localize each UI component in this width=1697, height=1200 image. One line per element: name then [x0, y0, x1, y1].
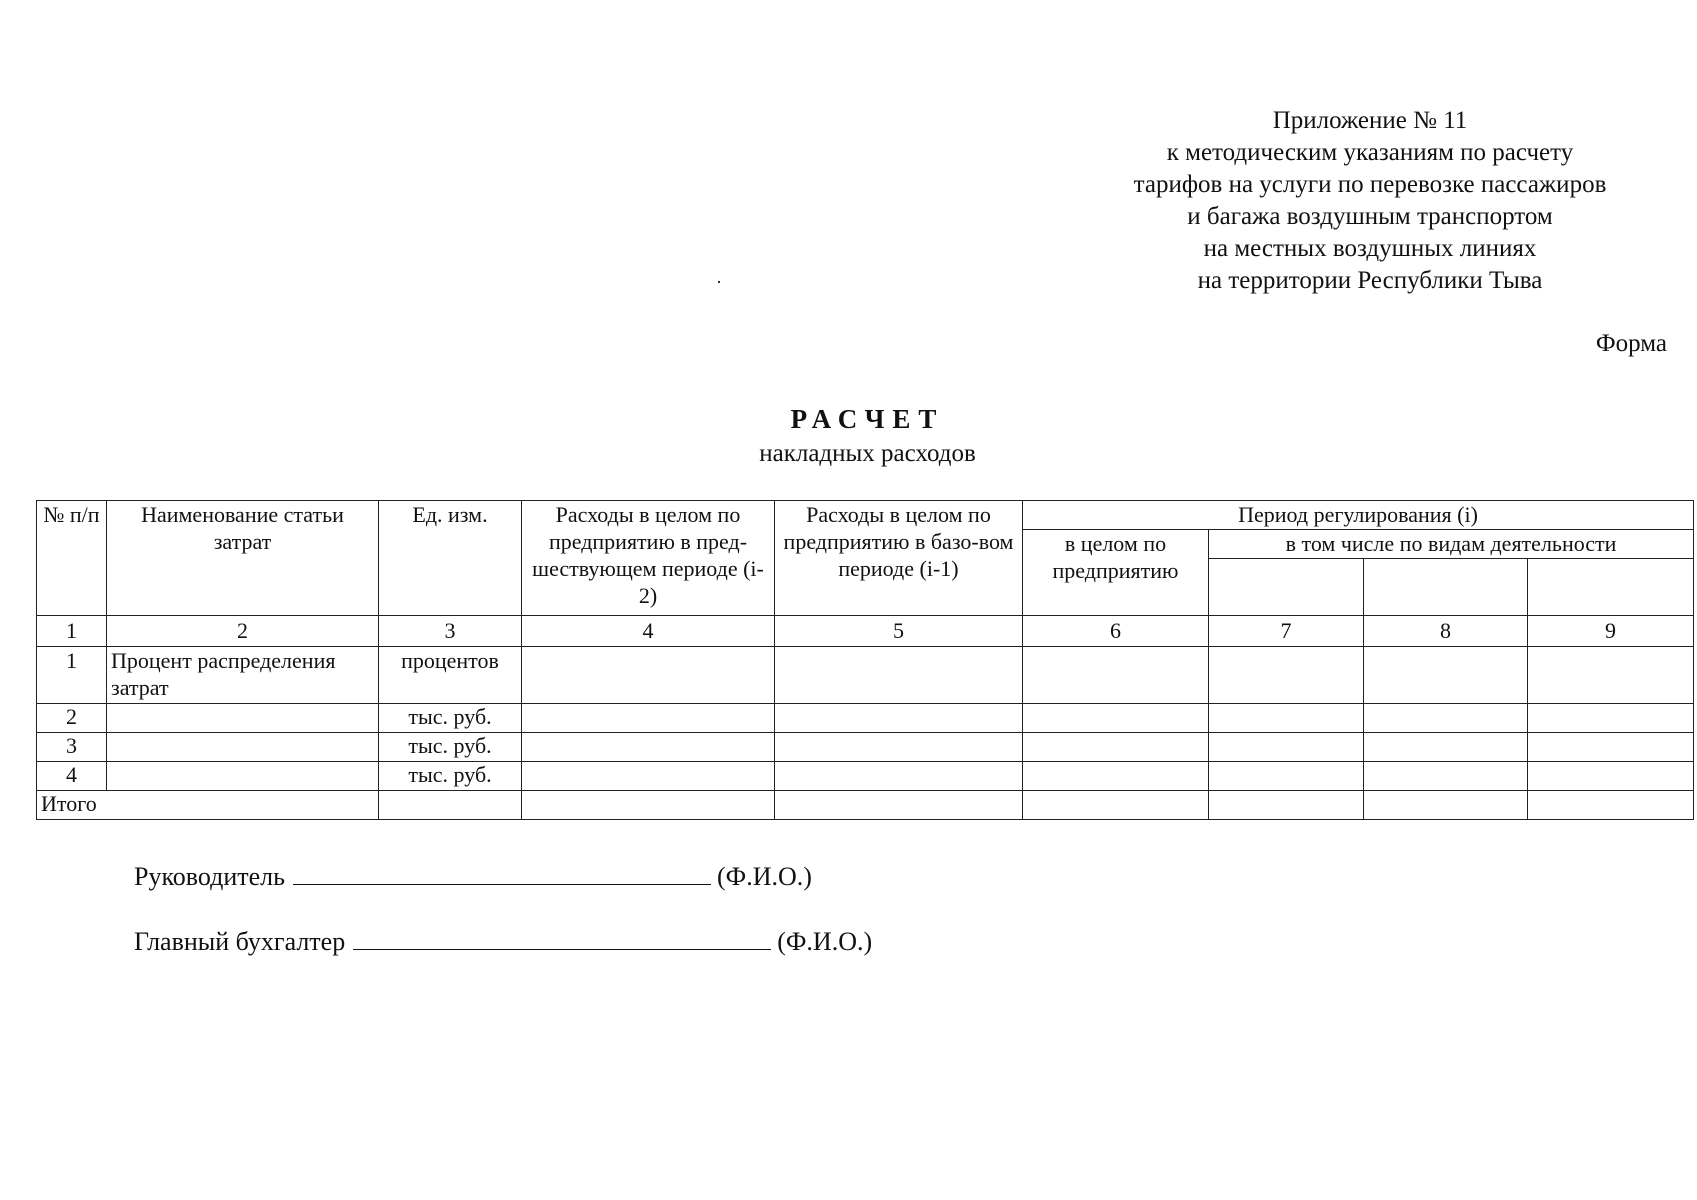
form-label: Форма: [1595, 330, 1667, 357]
column-number: 6: [1023, 616, 1209, 647]
header-unit: Ед. изм.: [379, 501, 522, 616]
appendix-line: Приложение № 11: [1272, 107, 1468, 134]
appendix-line: тарифов на услуги по перевозке пассажиров: [1133, 171, 1607, 198]
row-cell: [775, 762, 1023, 791]
row-cell: [522, 762, 775, 791]
header-num: № п/п: [37, 501, 107, 616]
accountant-signature-label: Главный бухгалтер: [134, 927, 346, 956]
column-number-row: [37, 616, 1694, 647]
appendix-line: на территории Республики Тыва: [1197, 267, 1543, 294]
header-activity-cell: [1364, 559, 1528, 616]
row-name: [107, 733, 379, 762]
row-cell: [1528, 647, 1694, 704]
row-cell: [522, 733, 775, 762]
header-total-enterprise: в целом по предприятию: [1023, 530, 1209, 616]
row-cell: [522, 647, 775, 704]
row-cell: [1023, 733, 1209, 762]
row-name: [107, 762, 379, 791]
table-row: [37, 704, 1694, 733]
head-signature-line: [293, 860, 711, 885]
row-cell: [1364, 733, 1528, 762]
column-number: 5: [775, 616, 1023, 647]
accountant-signature-suffix: (Ф.И.О.): [777, 927, 873, 956]
row-cell: [1209, 704, 1364, 733]
header-activity-cell: [1528, 559, 1694, 616]
row-cell: [775, 733, 1023, 762]
row-cell: [1528, 762, 1694, 791]
row-num: 1: [37, 647, 107, 704]
row-cell: [522, 704, 775, 733]
appendix-header: [1080, 105, 1660, 297]
head-signature-label: Руководитель: [134, 862, 285, 891]
accountant-signature-line: [353, 925, 771, 950]
header-base-period: Расходы в целом по предприятию в базо-вом периоде (i-1): [775, 501, 1023, 616]
header-prev-period: Расходы в целом по предприятию в пред-шествующем периоде (i-2): [522, 501, 775, 616]
header-name: Наименование статьи затрат: [107, 501, 379, 616]
appendix-line: и багажа воздушным транспортом: [1187, 203, 1553, 230]
row-cell: [1023, 647, 1209, 704]
row-cell: [1023, 791, 1209, 820]
row-unit: тыс. руб.: [379, 733, 522, 762]
document-title: РАСЧЕТ: [790, 404, 945, 434]
column-number: 9: [1528, 616, 1694, 647]
row-cell: [1209, 762, 1364, 791]
row-name: Процент распределения затрат: [107, 647, 379, 704]
table-row: [37, 762, 1694, 791]
row-cell: [1364, 791, 1528, 820]
row-cell: [1528, 704, 1694, 733]
column-number: 3: [379, 616, 522, 647]
row-cell: [1023, 762, 1209, 791]
row-cell: [379, 791, 522, 820]
row-cell: [1209, 647, 1364, 704]
table-total-row: [37, 791, 1694, 820]
row-unit: тыс. руб.: [379, 704, 522, 733]
table-row: [37, 647, 1694, 704]
column-number: 7: [1209, 616, 1364, 647]
appendix-line: к методическим указаниям по расчету: [1166, 139, 1574, 166]
row-name: [107, 704, 379, 733]
row-cell: [522, 791, 775, 820]
appendix-line: на местных воздушных линиях: [1203, 235, 1537, 262]
table-header-row: [37, 501, 1694, 530]
row-cell: [1023, 704, 1209, 733]
scan-speck: [718, 281, 720, 283]
total-label: Итого: [37, 791, 379, 820]
header-regulation-period: Период регулирования (i): [1023, 501, 1694, 530]
header-by-activity: в том числе по видам деятельности: [1209, 530, 1694, 559]
row-num: 4: [37, 762, 107, 791]
row-unit: тыс. руб.: [379, 762, 522, 791]
row-cell: [1528, 791, 1694, 820]
header-activity-cell: [1209, 559, 1364, 616]
table-row: [37, 733, 1694, 762]
row-cell: [1364, 704, 1528, 733]
document-subtitle: накладных расходов: [759, 440, 976, 467]
column-number: 4: [522, 616, 775, 647]
row-unit: процентов: [379, 647, 522, 704]
row-cell: [1528, 733, 1694, 762]
row-cell: [775, 647, 1023, 704]
row-cell: [775, 704, 1023, 733]
head-signature-suffix: (Ф.И.О.): [717, 862, 812, 891]
overhead-calculation-table: [36, 500, 1694, 820]
accountant-signature: [134, 925, 872, 957]
row-cell: [775, 791, 1023, 820]
column-number: 8: [1364, 616, 1528, 647]
row-cell: [1209, 733, 1364, 762]
head-signature: [134, 860, 812, 892]
column-number: 2: [107, 616, 379, 647]
row-cell: [1209, 791, 1364, 820]
column-number: 1: [37, 616, 107, 647]
row-cell: [1364, 762, 1528, 791]
row-num: 3: [37, 733, 107, 762]
row-cell: [1364, 647, 1528, 704]
row-num: 2: [37, 704, 107, 733]
